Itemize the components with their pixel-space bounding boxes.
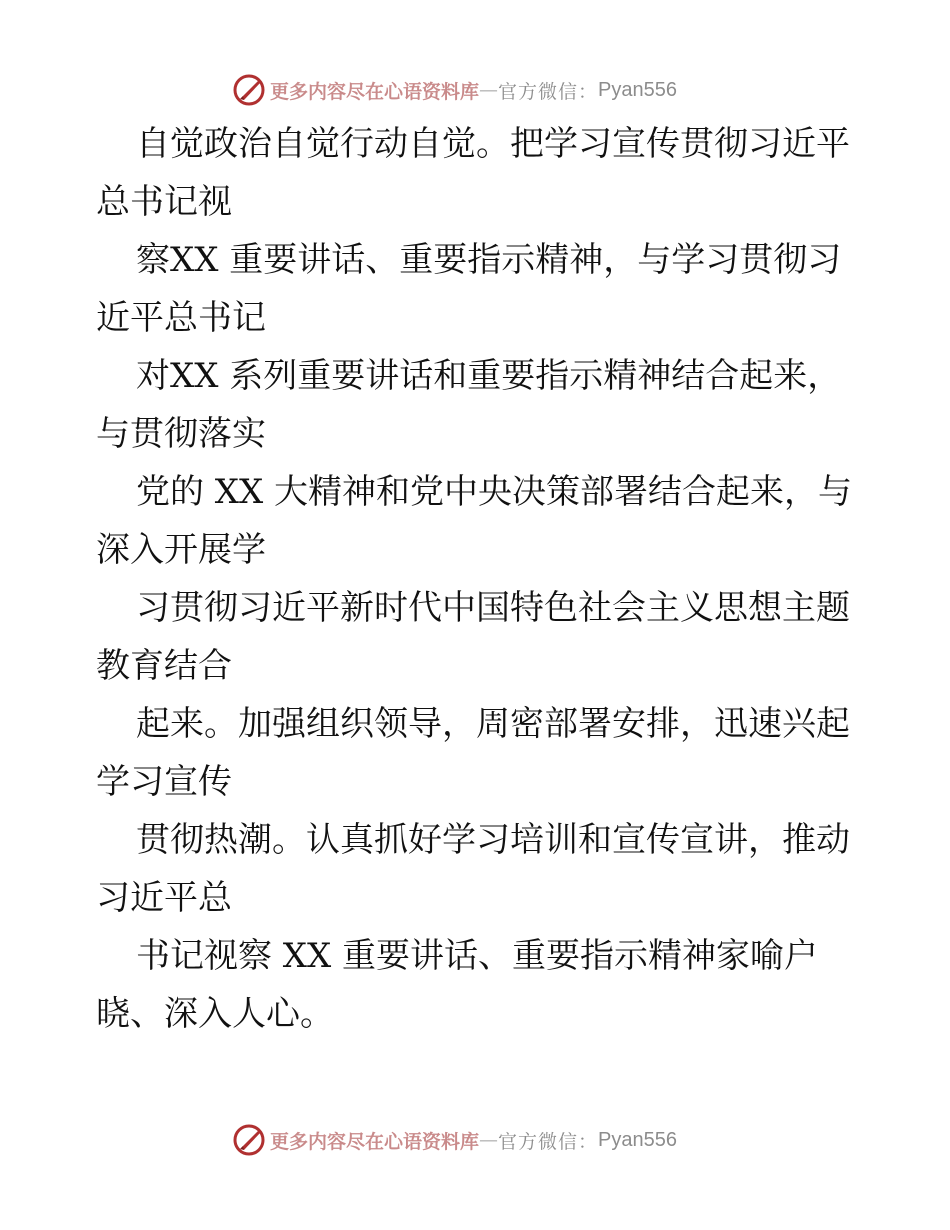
body-line: 察XX 重要讲话、重要指示精神，与学习贯彻习 <box>136 240 842 280</box>
watermark-separator: — <box>479 79 499 101</box>
body-line: 习近平总 <box>96 878 232 918</box>
body-line: 起来。加强组织领导，周密部署安排，迅速兴起 <box>136 704 850 744</box>
body-line: 贯彻热潮。认真抓好学习培训和宣传宣讲，推动 <box>136 820 850 860</box>
quill-logo-icon <box>232 1123 266 1157</box>
watermark-wechat-id: Pyan556 <box>598 1128 677 1151</box>
footer-watermark <box>232 1122 732 1158</box>
body-line: 近平总书记 <box>96 298 266 338</box>
body-line: 深入开展学 <box>96 530 266 570</box>
watermark-brand-text: 更多内容尽在心语资料库 <box>270 1130 480 1153</box>
body-line: 书记视察 XX 重要讲话、重要指示精神家喻户 <box>136 936 819 976</box>
header-watermark <box>232 72 732 108</box>
body-line: 晓、深入人心。 <box>96 994 334 1034</box>
body-line: 党的 XX 大精神和党中央决策部署结合起来，与 <box>136 472 853 512</box>
body-line: 自觉政治自觉行动自觉。把学习宣传贯彻习近平 <box>136 124 850 164</box>
watermark-brand-text: 更多内容尽在心语资料库 <box>270 80 480 103</box>
body-line: 学习宣传 <box>96 762 232 802</box>
body-line: 与贯彻落实 <box>96 414 266 454</box>
watermark-wechat-label: 官方微信： <box>498 1130 599 1153</box>
watermark-wechat-label: 官方微信： <box>498 80 599 103</box>
watermark-separator: — <box>479 1129 499 1151</box>
quill-logo-icon <box>232 73 266 107</box>
watermark-wechat-id: Pyan556 <box>598 78 677 101</box>
body-line: 习贯彻习近平新时代中国特色社会主义思想主题 <box>136 588 850 628</box>
body-line: 总书记视 <box>96 182 232 222</box>
body-line: 教育结合 <box>96 646 232 686</box>
body-line: 对XX 系列重要讲话和重要指示精神结合起来， <box>136 356 842 396</box>
